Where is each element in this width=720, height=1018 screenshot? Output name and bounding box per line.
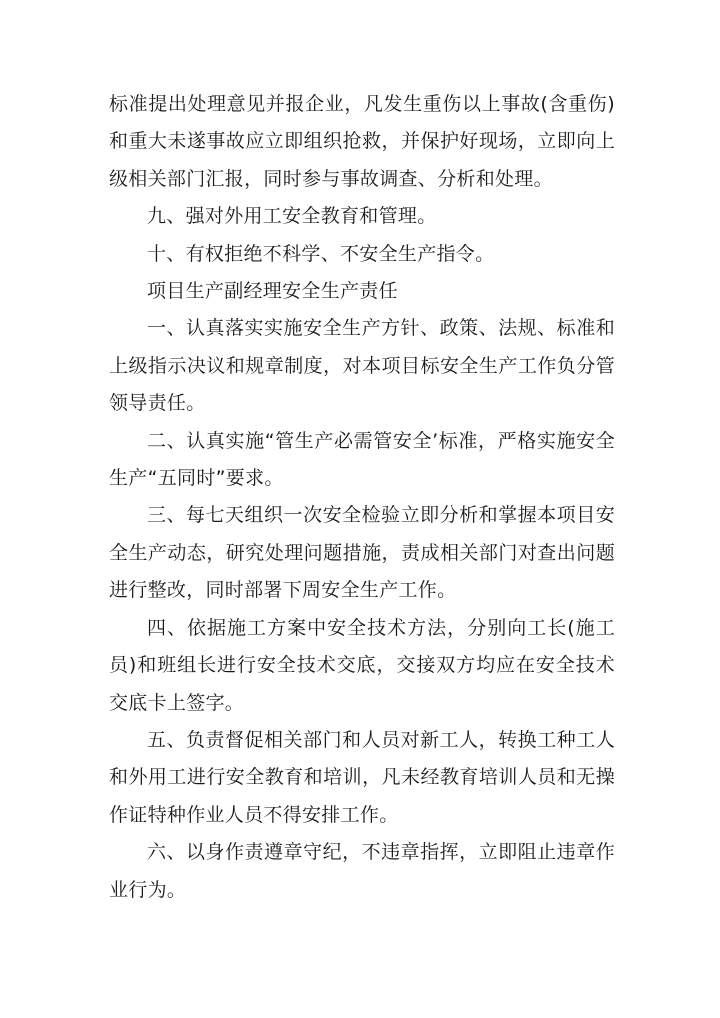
paragraph-item-2: 二、认真实施“管生产必需管安全’标准，严格实施安全生产“五同时”要求。 xyxy=(109,429,615,490)
paragraph-item-5: 五、负责督促相关部门和人员对新工人，转换工种工人和外用工进行安全教育和培训，凡未经教育培训人员和无操作证特种作业人员不得安排工作。 xyxy=(109,728,615,826)
section-heading: 项目生产副经理安全生产责任 xyxy=(147,280,398,303)
paragraph-item-3: 三、每七天组织一次安全检验立即分析和掌握本项目安全生产动态，研究处理问题措施，责成相关部门对查出问题进行整改，同时部署下周安全生产工作。 xyxy=(109,504,615,602)
paragraph-item-6: 六、以身作责遵章守纪，不违章指挥，立即阻止违章作业行为。 xyxy=(109,841,615,901)
document-body xyxy=(109,86,615,909)
paragraph-item-10: 十、有权拒绝不科学、不安全生产指令。 xyxy=(147,242,495,265)
paragraph-item-9: 九、强对外用工安全教育和管理。 xyxy=(147,205,437,228)
paragraph-item-4: 四、依据施工方案中安全技术方法，分别向工长(施工员)和班组长进行安全技术交底，交接双方均应在安全技术交底卡上签字。 xyxy=(109,616,615,714)
paragraph-continuation: 标准提出处理意见并报企业，凡发生重伤以上事故(含重伤)和重大未遂事故应立即组织抢救，并保护好现场，立即向上级相关部门汇报，同时参与事故调查、分析和处理。 xyxy=(109,93,615,190)
paragraph-item-1: 一、认真落实实施安全生产方针、政策、法规、标准和上级指示决议和规章制度，对本项目标安全生产工作负分管领导责任。 xyxy=(109,317,615,415)
